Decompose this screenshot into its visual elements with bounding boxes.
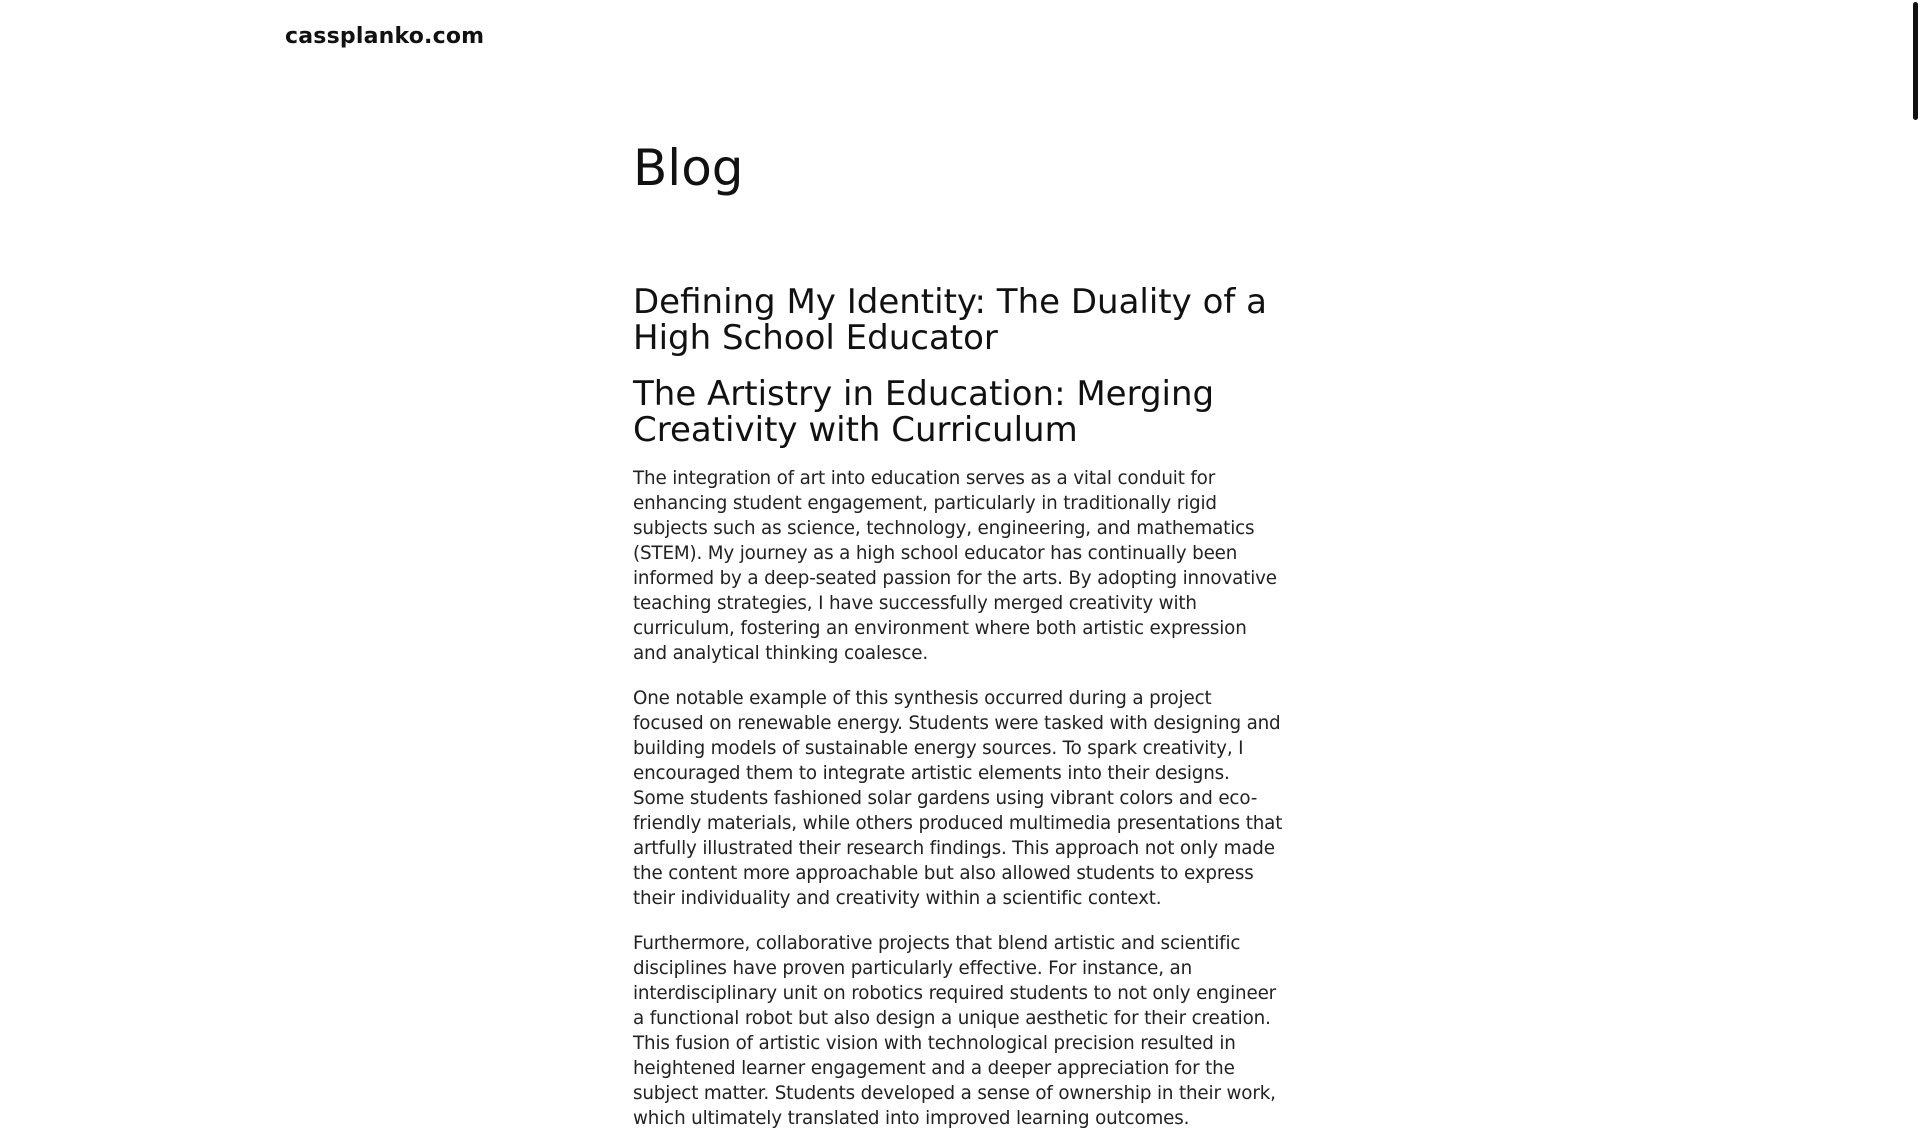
scrollbar[interactable] <box>1910 0 1920 1080</box>
section-title: The Artistry in Education: Merging Creativity with Curriculum <box>633 374 1215 450</box>
main-content <box>633 130 1283 1131</box>
post-title: Defining My Identity: The Duality of a High School Educator <box>633 282 1267 358</box>
paragraph-2: One notable example of this synthesis occurred during a project focused on renewable energy. Students were tasked with designing and building models of sustainable energy sources. To spark creativity, I encouraged them to integrate artistic elements into their designs. Some students fashioned solar gardens using vibrant colors and eco-friendly materials, while others produced multimedia presentations that artfully illustrated their research findings. This approach not only made the content more approachable but also allowed students to express their individuality and creativity within a scientific context. <box>633 688 1283 909</box>
site-header <box>285 18 484 54</box>
paragraph-3: Furthermore, collaborative projects that blend artistic and scientific disciplines have proven particularly effective. For instance, an interdisciplinary unit on robotics required students to not only engineer a functional robot but also design a unique aesthetic for their creation. This fusion of artistic vision with technological precision resulted in heightened learner engagement and a deeper appreciation for the subject matter. Students developed a sense of ownership in their work, which ultimately translated into improved learning outcomes. <box>633 933 1277 1129</box>
site-title-link[interactable]: cassplanko.com <box>285 23 485 49</box>
scrollbar-thumb[interactable] <box>1913 2 1918 120</box>
paragraph-1: The integration of art into education serves as a vital conduit for enhancing student engagement, particularly in traditionally rigid subjects such as science, technology, engineering, and mathematics (STEM). My journey as a high school educator has continually been informed by a deep-seated passion for the arts. By adopting innovative teaching strategies, I have successfully merged creativity with curriculum, fostering an environment where both artistic expression and analytical thinking coalesce. <box>633 468 1277 664</box>
page-title: Blog <box>633 139 744 197</box>
